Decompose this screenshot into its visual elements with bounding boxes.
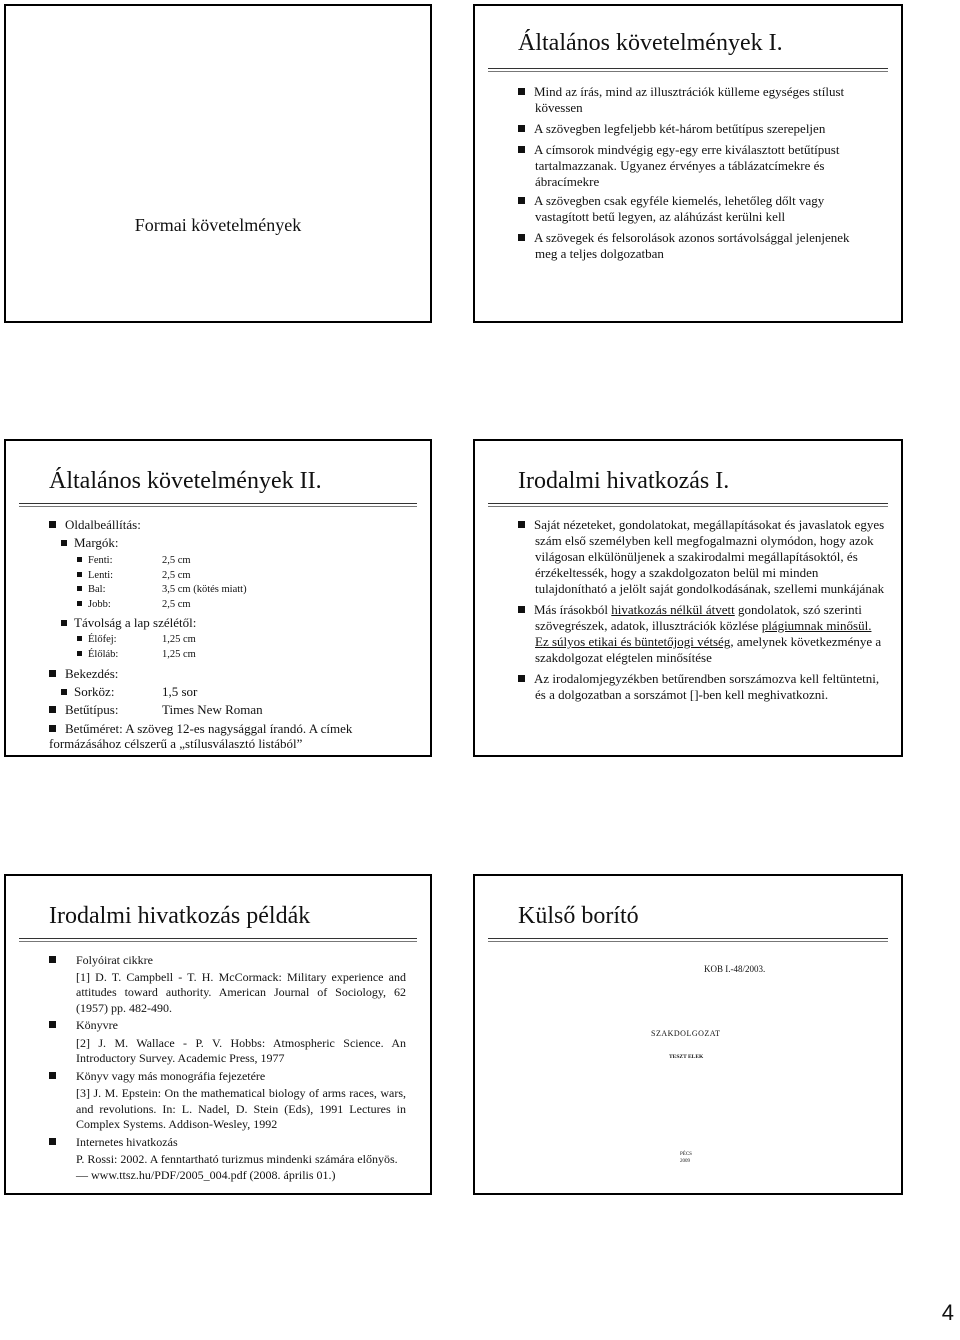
reference-text: [1] D. T. Campbell - T. H. McCormack: Military experience and attitudes toward authority. American Journal of Sociology, 62 (1957) pp. 482-490. (76, 969, 406, 1015)
slide-title: Általános követelmények I. (518, 30, 783, 56)
content (49, 517, 419, 751)
bullet-icon (61, 689, 67, 695)
reference-text: [2] J. M. Wallace - P. V. Hobbs: Atmospheric Science. An Introductory Survey. Academic Press, 1977 (76, 1035, 406, 1065)
bullet-icon (49, 956, 56, 963)
dist-row: Élőláb: 1,25 cm (77, 648, 419, 663)
list-item: A címsorok mindvégig egy-egy erre kiválasztott betűtípust tartalmazzanak. Ugyanez érvényes a táblázatcímekre és ábracímekre (518, 142, 873, 190)
margin-row: Lenti: 2,5 cm (77, 569, 419, 584)
bullet-icon (61, 540, 67, 546)
oldalbeallitas-label: Oldalbeállítás: (65, 517, 141, 532)
bullet-icon (49, 725, 56, 732)
bullet-icon (518, 197, 525, 204)
slide-title: Külső borító (518, 903, 639, 929)
bullet-icon (518, 521, 525, 528)
sorkoz-row: Sorköz: 1,5 sor (49, 684, 419, 700)
slide-title: Formai követelmények (134, 215, 302, 235)
cover-year: 2009 (680, 1159, 690, 1164)
list-item: A szövegek és felsorolások azonos sortávolsággal jelenjenek meg a teljes dolgozatban (518, 230, 873, 262)
slide-formai (4, 4, 432, 323)
bullet-icon (518, 125, 525, 132)
title-rule (488, 941, 888, 942)
page-number: 4 (941, 1300, 954, 1325)
slide-title: Irodalmi hivatkozás I. (518, 468, 730, 494)
cover-kob: KOB I.-48/2003. (704, 964, 766, 974)
margok-label: Margók: (74, 535, 119, 550)
betutipus-row: Betűtípus: Times New Roman (49, 702, 419, 718)
bullet-icon (49, 1021, 56, 1028)
bullet-icon (518, 606, 525, 613)
list-item: Az irodalomjegyzékben betűrendben sorszámozva kell feltüntetni, és a dolgozatban a sorszámot []-ben kell meghivatkozni. (518, 671, 893, 703)
dist-row: Élőfej: 1,25 cm (77, 633, 419, 648)
bullet-icon (77, 586, 82, 591)
slide-title: Irodalmi hivatkozás példák (49, 903, 311, 929)
margin-row: Bal: 3,5 cm (kötés miatt) (77, 583, 419, 598)
bullet-icon (518, 146, 525, 153)
title-rule (19, 938, 417, 939)
reference-list (49, 953, 406, 1183)
list-item: Saját nézeteket, gondolatokat, megállapításokat és javaslatok egyes szám első személyben kell megfogalmazni olymódon, hogy azok világosan elkülönüljenek a szakirodalmi megállapításoktól, és érzékeltessék, hogy a szakdolgozaton belül mi minden tulajdonítható a jelölt saját gondolkodásának, szellemi munkájának (518, 517, 893, 597)
list-item: Internetes hivatkozás (49, 1135, 406, 1151)
title-rule (19, 941, 417, 942)
slide-altalanos-2 (4, 439, 432, 757)
list-item: Folyóirat cikkre (49, 953, 406, 969)
cover-author: TESZT ELEK (669, 1054, 704, 1060)
bullet-list (518, 517, 893, 708)
bullet-icon (49, 521, 56, 528)
bullet-icon (49, 1072, 56, 1079)
bullet-icon (518, 234, 525, 241)
bullet-icon (77, 636, 82, 641)
bullet-icon (49, 706, 56, 713)
bullet-icon (77, 557, 82, 562)
title-rule (488, 938, 888, 939)
bullet-icon (77, 572, 82, 577)
bullet-icon (49, 1138, 56, 1145)
betumeret-item: Betűméret: A szöveg 12-es nagysággal írandó. A címek formázásához célszerű a „stílusválasztó listából” (49, 721, 353, 751)
slide-irodalmi-1 (473, 439, 903, 757)
list-item: Mind az írás, mind az illusztrációk külleme egységes stílust kövessen (518, 84, 873, 116)
title-rule (19, 503, 417, 504)
slide-altalanos-1 (473, 4, 903, 323)
bullet-icon (49, 670, 56, 677)
bullet-icon (77, 651, 82, 656)
title-rule (488, 506, 888, 507)
list-item: Más írásokból hivatkozás nélkül átvett gondolatok, szó szerinti szövegrészek, adatok, illusztrációk közlése plágiumnak minősül. Ez súlyos etikai és büntetőjogi vétség, amelynek következménye a szakdolgozat elégtelen minősítése (518, 602, 893, 666)
cover-city: PÉCS (680, 1152, 692, 1157)
bullet-icon (518, 88, 525, 95)
margin-row: Jobb: 2,5 cm (77, 598, 419, 613)
tavolsag-label: Távolság a lap szélétől: (74, 615, 197, 630)
margin-row: Fenti: 2,5 cm (77, 554, 419, 569)
slide-irodalmi-peldak (4, 874, 432, 1195)
reference-text: [3] J. M. Epstein: On the mathematical biology of arms races, wars, and revolutions. In: L. Nadel, D. Stein (Eds), 1991 Lectures in Complex Systems. Addison-Wesley, 1992 (76, 1086, 406, 1131)
bullet-icon (77, 601, 82, 606)
title-rule (488, 503, 888, 504)
list-item: Könyvre (49, 1018, 406, 1034)
bullet-list (518, 84, 873, 267)
reference-text: P. Rossi: 2002. A fenntartható turizmus mindenki számára előnyös. — www.ttsz.hu/PDF/2005_004.pdf (2008. április 01.) (76, 1152, 398, 1182)
title-rule (488, 68, 888, 69)
title-rule (488, 71, 888, 72)
bullet-icon (518, 675, 525, 682)
list-item: Könyv vagy más monográfia fejezetére (49, 1069, 406, 1085)
bullet-icon (61, 620, 67, 626)
slide-kulso-borito (473, 874, 903, 1195)
bekezdes-label: Bekezdés: (65, 666, 119, 681)
title-rule (19, 506, 417, 507)
list-item: A szövegben legfeljebb két-három betűtípus szerepeljen (518, 121, 873, 137)
list-item: A szövegben csak egyféle kiemelés, lehetőleg dőlt vagy vastagított betű legyen, az aláhúzást kerülni kell (518, 193, 873, 225)
slide-title: Általános követelmények II. (49, 468, 322, 494)
cover-szakdolgozat: SZAKDOLGOZAT (651, 1029, 721, 1038)
